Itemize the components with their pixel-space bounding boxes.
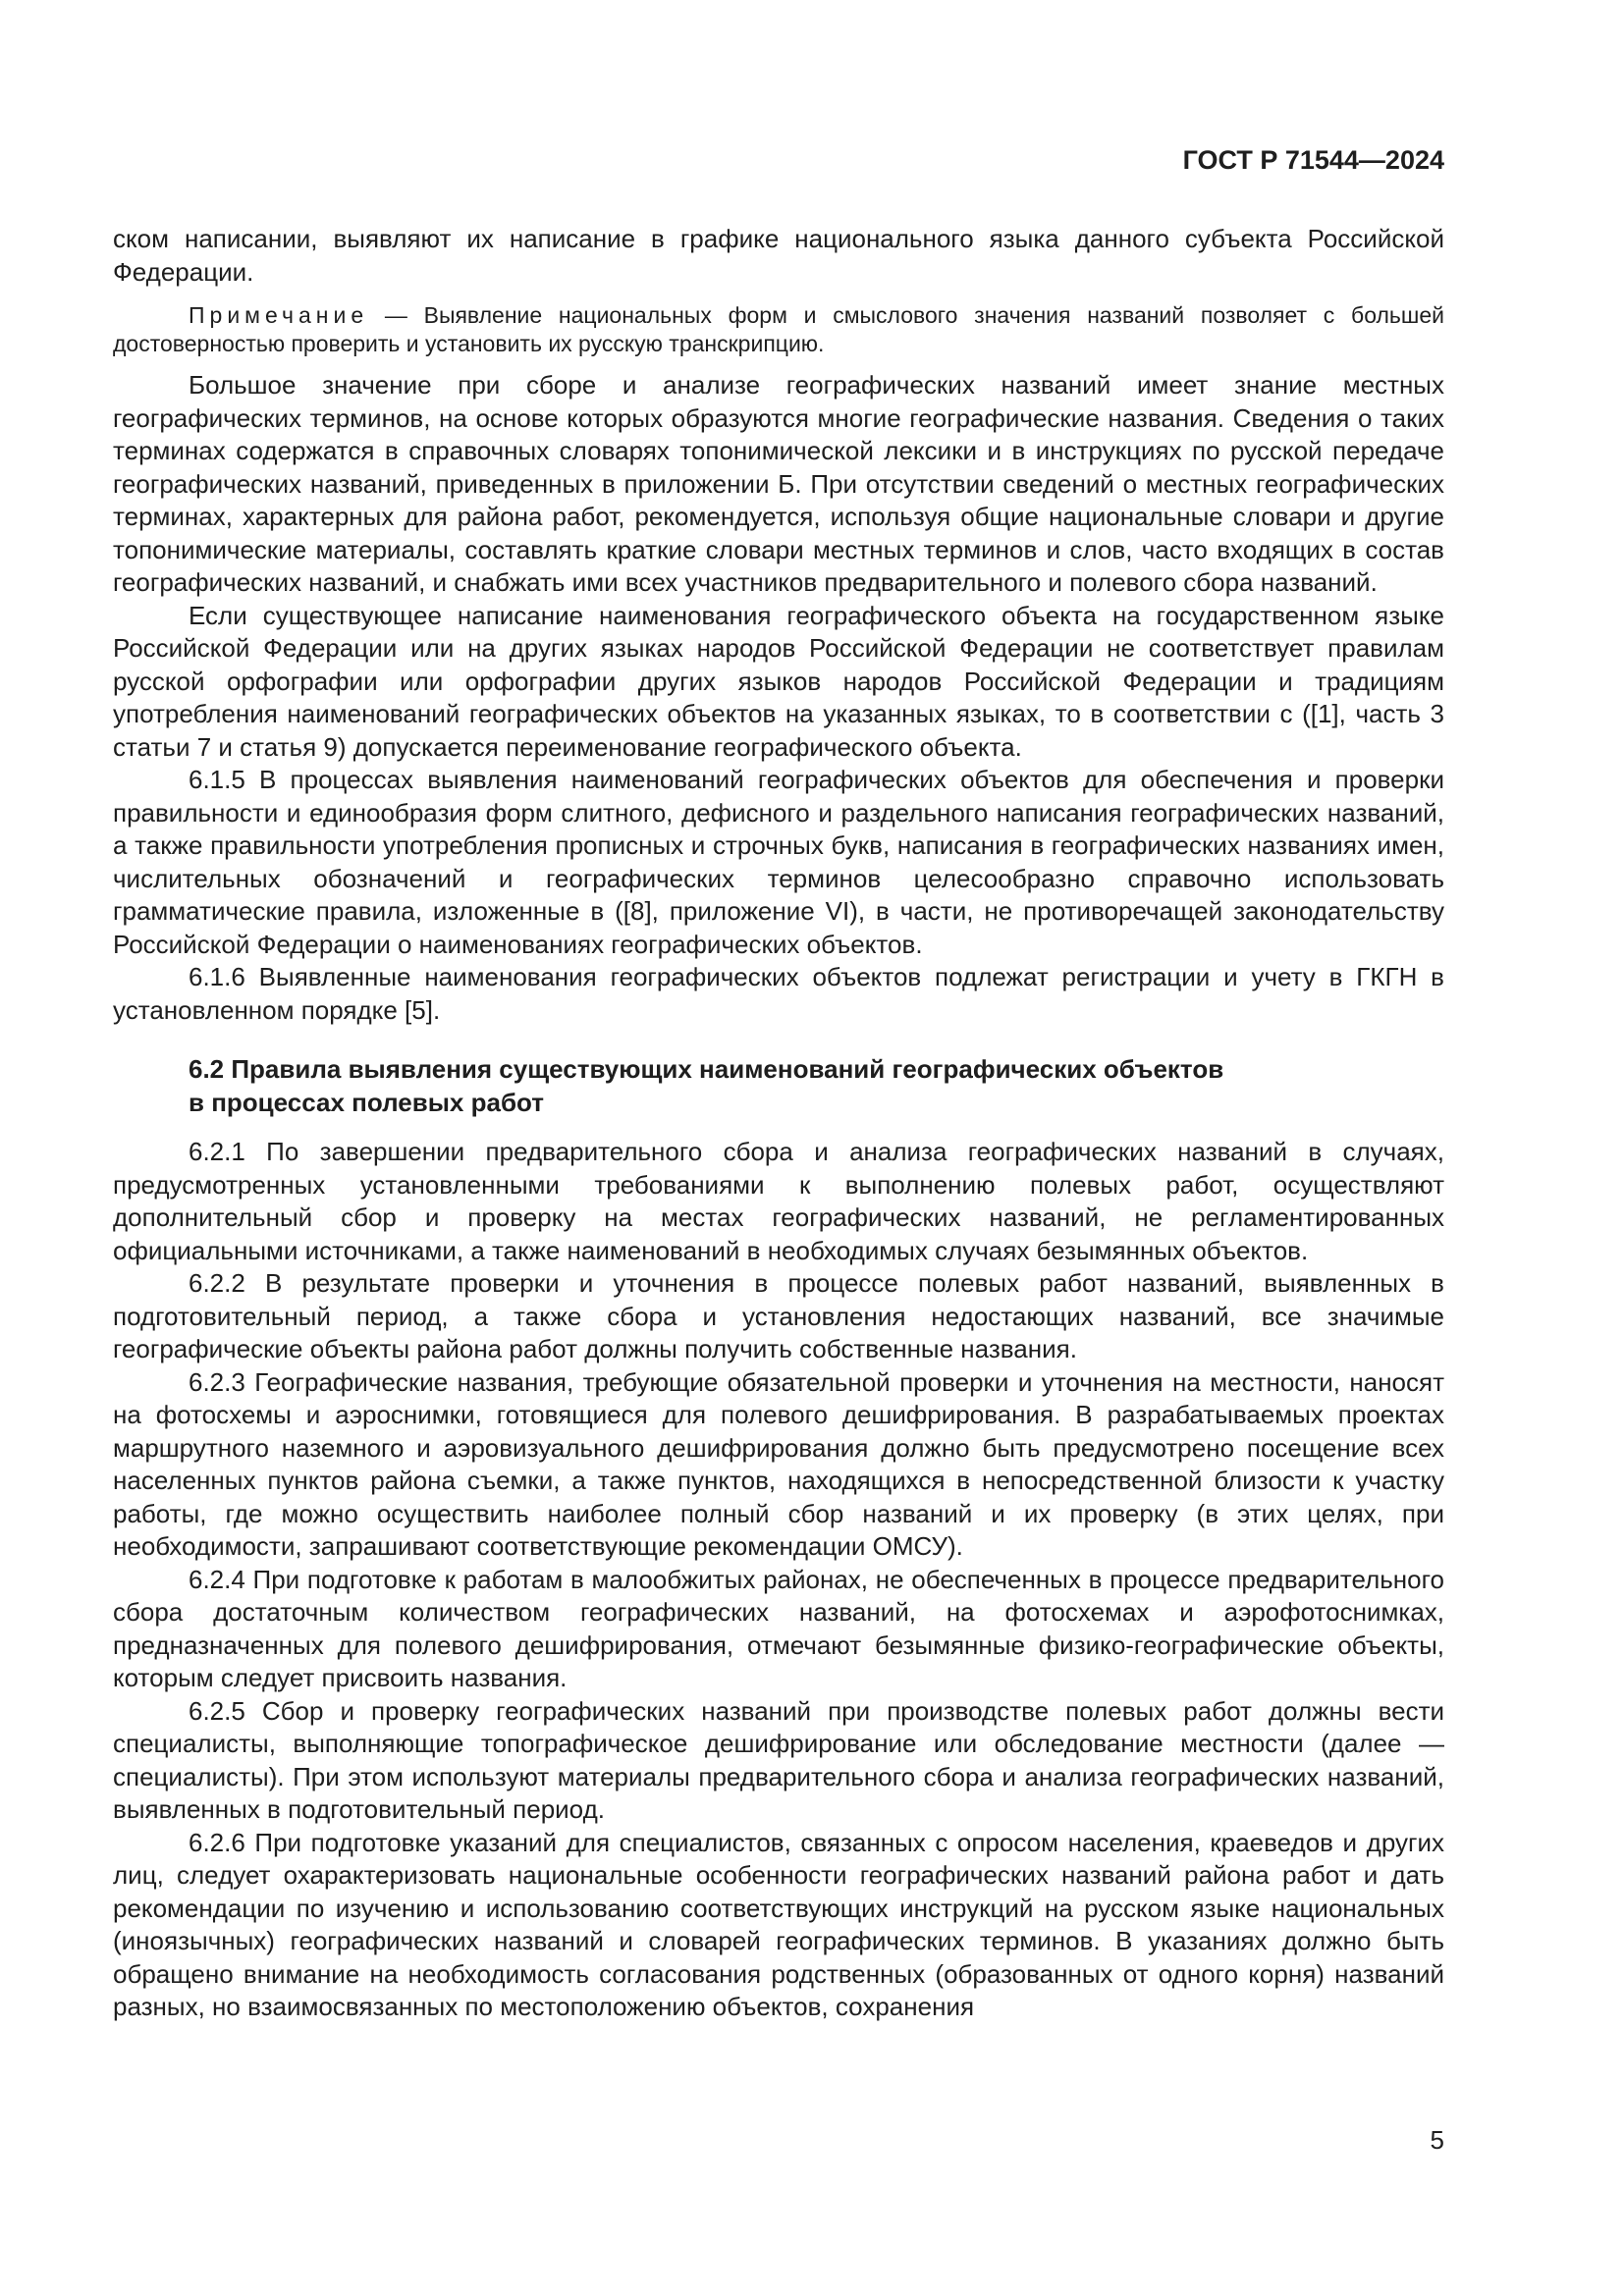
paragraph-renaming: Если существующее написание наименования географического объекта на государственном языке Российской Федерации или на других языках народов Российской Федерации не соответствует правилам русской орфографии или орфографии других языков народов Российской Федерации и традициям употребления наименований географических объектов на указанных языках, то в соответствии с ([1], часть 3 статьи 7 и статья 9) допускается переименование географического объекта.	[113, 600, 1444, 762]
paragraph-6-1-5: 6.1.5 В процессах выявления наименований географических объектов для обеспечения и проверки правильности и единообразия форм слитного, дефисного и раздельного написания географических названий, а также правильности употребления прописных и строчных букв, написания в географических названиях имен, числительных обозначений и географических терминов целесообразно справочно использовать грамматические правила, изложенные в ([8], приложение VI), в части, не противоречащей законодательству Российской Федерации о наименованиях географических объектов.	[113, 765, 1444, 959]
section-title-line-2: в процессах полевых работ	[189, 1087, 544, 1117]
section-title-6-2	[113, 1053, 1444, 1119]
note-text: — Выявление национальных форм и смыслового значения названий позволяет с большей достоверностью проверить и установить их русскую транскрипцию.	[113, 302, 1444, 356]
paragraph-6-2-1: 6.2.1 По завершении предварительного сбора и анализа географических названий в случаях, предусмотренных установленными требованиями к выполнению полевых работ, осуществляют дополнительный сбор и проверку на местах географических названий, не регламентированных официальными источниками, а также наименований в необходимых случаях безымянных объектов.	[113, 1137, 1444, 1265]
section-title-line-1: 6.2 Правила выявления существующих наименований географических объектов	[189, 1054, 1224, 1084]
paragraph-6-2-2: 6.2.2 В результате проверки и уточнения в процессе полевых работ названий, выявленных в подготовительный период, а также сбора и установления недостающих названий, все значимые географические объекты района работ должны получить собственные названия.	[113, 1268, 1444, 1363]
note-label: Примечание	[189, 302, 369, 328]
paragraph-6-2-5: 6.2.5 Сбор и проверку географических названий при производстве полевых работ должны вести специалисты, выполняющие топографическое дешифрирование или обследование местности (далее — специалисты). При этом используют материалы предварительного сбора и анализа географических названий, выявленных в подготовительный период.	[113, 1695, 1444, 1824]
paragraph-6-2-3: 6.2.3 Географические названия, требующие обязательной проверки и уточнения на местности, наносят на фотосхемы и аэроснимки, готовящиеся для полевого дешифрирования. В разрабатываемых проектах маршрутного наземного и аэровизуального дешифрирования должно быть предусмотрено посещение всех населенных пунктов района съемки, а также пунктов, находящихся в непосредственной близости к участку работы, где можно осуществить наиболее полный сбор названий и их проверку (в этих целях, при необходимости, запрашивают соответствующие рекомендации ОМСУ).	[113, 1366, 1444, 1561]
paragraph-6-2-6: 6.2.6 При подготовке указаний для специалистов, связанных с опросом населения, краеведов и других лиц, следует охарактеризовать национальные особенности географических названий района работ и дать рекомендации по изучению и использованию соответствующих инструкций на русском языке национальных (иноязычных) географических названий и словарей географических терминов. В указаниях должно быть обращено внимание на необходимость согласования родственных (образованных от одного корня) названий разных, но взаимосвязанных по местоположению объектов, сохранения	[113, 1827, 1444, 2021]
paragraph-continuation: ском написании, выявляют их написание в графике национального языка данного субъекта Российской Федерации.	[113, 224, 1444, 287]
document-code: ГОСТ Р 71544—2024	[1182, 145, 1444, 175]
document-body	[113, 223, 1444, 2024]
paragraph-6-1-6: 6.1.6 Выявленные наименования географических объектов подлежат регистрации и учету в ГКГН в установленном порядке [5].	[113, 962, 1444, 1025]
paragraph-terms: Большое значение при сборе и анализе географических названий имеет знание местных географических терминов, на основе которых образуются многие географические названия. Сведения о таких терминах содержатся в справочных словарях топонимической лексики и в инструкциях по русской передаче географических названий, приведенных в приложении Б. При отсутствии сведений о местных географических терминах, характерных для района работ, рекомендуется, используя общие национальные словари и другие топонимические материалы, составлять краткие словари местных терминов и слов, часто входящих в состав географических названий, и снабжать ими всех участников предварительного и полевого сбора названий.	[113, 370, 1444, 597]
paragraph-6-2-4: 6.2.4 При подготовке к работам в малообжитых районах, не обеспеченных в процессе предварительного сбора достаточным количеством географических названий, на фотосхемах и аэрофотоснимках, предназначенных для полевого дешифрирования, отмечают безымянные физико-географические объекты, которым следует присвоить названия.	[113, 1564, 1444, 1692]
note	[113, 301, 1444, 358]
page-number: 5	[1430, 2125, 1444, 2155]
